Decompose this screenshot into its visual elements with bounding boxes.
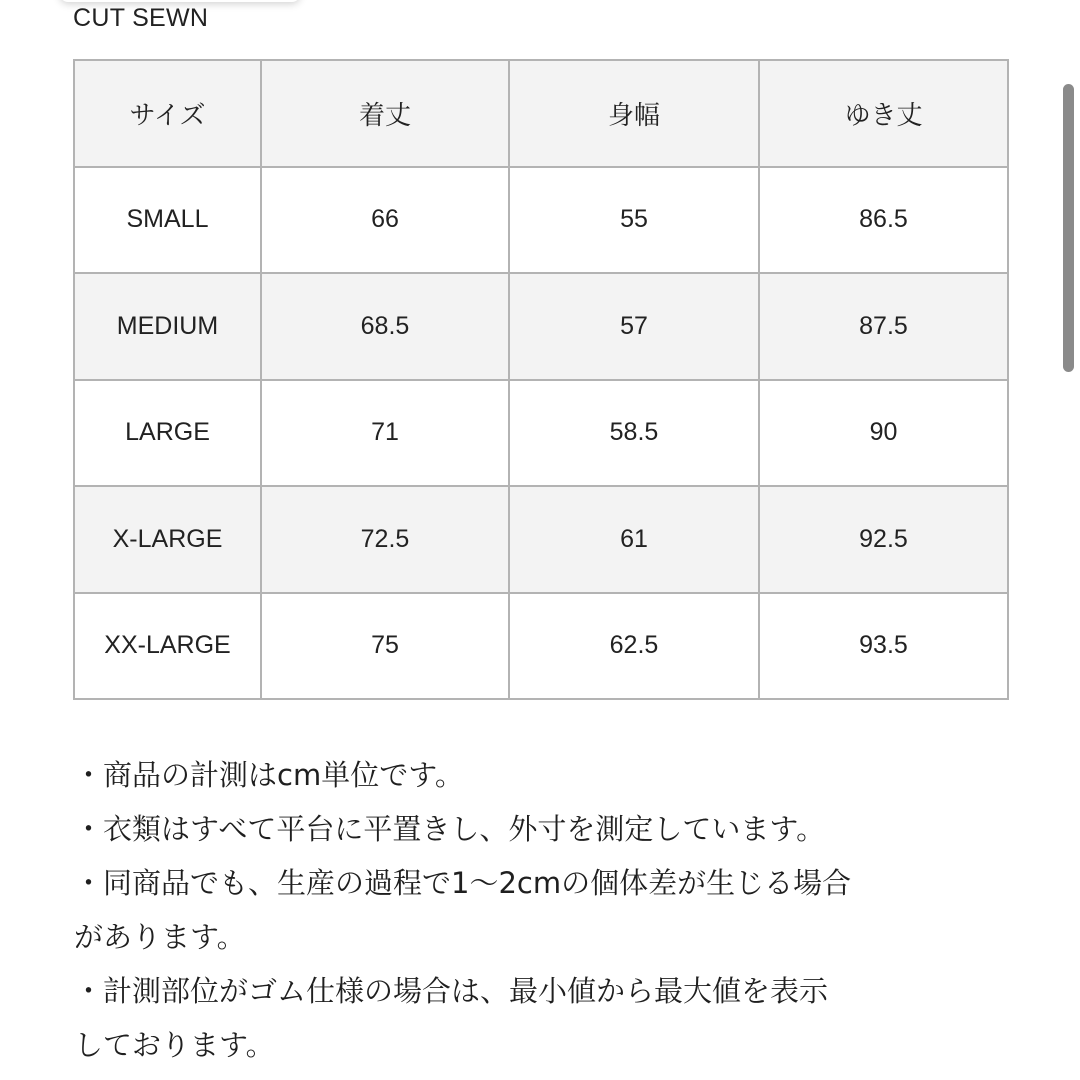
- table-header-row: [74, 60, 1008, 167]
- table-row: [74, 593, 1008, 700]
- note-line: ・衣類はすべて平台に平置きし、外寸を測定しています。: [74, 812, 826, 846]
- cell-sleeve: 93.5: [759, 593, 1008, 700]
- table-row: [74, 486, 1008, 593]
- measurement-notes: [74, 748, 1019, 1072]
- cell-sleeve: 87.5: [759, 273, 1008, 380]
- header-width: 身幅: [509, 60, 759, 167]
- cell-length: 71: [261, 380, 509, 487]
- table-row: [74, 167, 1008, 274]
- note-line: しております。: [74, 1028, 275, 1062]
- cell-length: 66: [261, 167, 509, 274]
- cell-length: 75: [261, 593, 509, 700]
- header-size: サイズ: [74, 60, 261, 167]
- cell-width: 61: [509, 486, 759, 593]
- header-sleeve: ゆき丈: [759, 60, 1008, 167]
- section-title: CUT SEWN: [73, 4, 209, 32]
- cell-sleeve: 92.5: [759, 486, 1008, 593]
- table-row: [74, 273, 1008, 380]
- cell-size: SMALL: [74, 167, 261, 274]
- cell-size: X-LARGE: [74, 486, 261, 593]
- top-card-edge: [60, 0, 300, 2]
- cell-length: 68.5: [261, 273, 509, 380]
- cell-sleeve: 86.5: [759, 167, 1008, 274]
- note-line: ・同商品でも、生産の過程で1〜2cmの個体差が生じる場合: [74, 866, 852, 900]
- cell-width: 62.5: [509, 593, 759, 700]
- cell-size: LARGE: [74, 380, 261, 487]
- note-line: ・計測部位がゴム仕様の場合は、最小値から最大値を表示: [74, 974, 829, 1008]
- table-row: [74, 380, 1008, 487]
- vertical-scrollbar[interactable]: [1058, 0, 1080, 1080]
- cell-length: 72.5: [261, 486, 509, 593]
- cell-size: XX-LARGE: [74, 593, 261, 700]
- note-line: があります。: [74, 920, 246, 954]
- cell-size: MEDIUM: [74, 273, 261, 380]
- scrollbar-thumb[interactable]: [1063, 84, 1074, 372]
- note-line: ・商品の計測はcm単位です。: [74, 758, 464, 792]
- cell-width: 55: [509, 167, 759, 274]
- size-chart-table: [73, 59, 1009, 700]
- header-length: 着丈: [261, 60, 509, 167]
- cell-sleeve: 90: [759, 380, 1008, 487]
- cell-width: 58.5: [509, 380, 759, 487]
- cell-width: 57: [509, 273, 759, 380]
